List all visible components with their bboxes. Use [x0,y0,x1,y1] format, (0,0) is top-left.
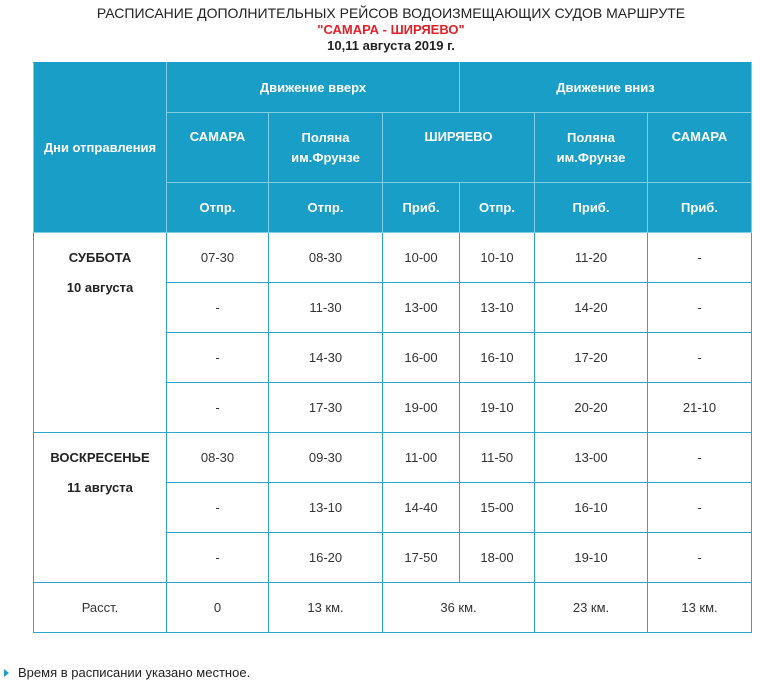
time-cell: 14-30 [269,333,383,383]
distance-cell: 13 км. [648,583,752,633]
schedule-dates: 10,11 августа 2019 г. [327,38,455,53]
time-cell: 16-10 [460,333,535,383]
header-otpr: Отпр. [460,183,535,233]
time-cell: 19-00 [383,383,460,433]
distance-cell: 13 км. [269,583,383,633]
header-stop-polyana-down: Поляна им.Фрунзе [535,113,648,183]
time-cell: - [648,283,752,333]
header-stop-shiryaevo: ШИРЯЕВО [383,113,535,183]
time-cell: 19-10 [535,533,648,583]
time-cell: - [167,533,269,583]
distance-cell: 23 км. [535,583,648,633]
day-date: 11 августа [67,480,133,495]
day-sunday [34,433,167,583]
time-cell: - [648,533,752,583]
time-cell: 08-30 [167,433,269,483]
time-cell: 14-40 [383,483,460,533]
day-name: СУББОТА [68,250,132,265]
time-cell: 07-30 [167,233,269,283]
route-name: "САМАРА - ШИРЯЕВО" [317,22,465,37]
time-cell: 13-00 [535,433,648,483]
header-stop-polyana-up: Поляна им.Фрунзе [269,113,383,183]
time-cell: - [648,233,752,283]
schedule-table [33,62,752,633]
time-cell: 17-20 [535,333,648,383]
time-cell: 10-10 [460,233,535,283]
time-cell: - [167,383,269,433]
time-cell: - [167,483,269,533]
header-otpr: Отпр. [167,183,269,233]
time-cell: 11-50 [460,433,535,483]
header-prib: Приб. [383,183,460,233]
time-cell: 13-10 [460,283,535,333]
time-cell: 17-30 [269,383,383,433]
time-cell: 11-20 [535,233,648,283]
time-cell: 15-00 [460,483,535,533]
table-row [34,233,752,283]
header-prib: Приб. [648,183,752,233]
time-cell: - [648,333,752,383]
note-text: Время в расписании указано местное. [18,665,251,680]
distance-row [34,583,752,633]
time-cell: 11-00 [383,433,460,483]
schedule-heading [0,4,760,54]
header-upstream: Движение вверх [167,63,460,113]
time-cell: - [167,333,269,383]
time-cell: 16-00 [383,333,460,383]
table-row [34,433,752,483]
time-cell: 21-10 [648,383,752,433]
time-cell: 08-30 [269,233,383,283]
bullet-arrow-icon [4,669,9,677]
time-cell: 10-00 [383,233,460,283]
header-prib: Приб. [535,183,648,233]
header-departure-days: Дни отправления [34,63,167,233]
header-stop-samara-down: САМАРА [648,113,752,183]
time-cell: 18-00 [460,533,535,583]
time-cell: 09-30 [269,433,383,483]
time-cell: - [648,483,752,533]
time-cell: - [648,433,752,483]
time-cell: 17-50 [383,533,460,583]
time-cell: 13-10 [269,483,383,533]
distance-label: Расст. [34,583,167,633]
time-cell: 16-10 [535,483,648,533]
time-cell: 11-30 [269,283,383,333]
schedule-title: РАСПИСАНИЕ ДОПОЛНИТЕЛЬНЫХ РЕЙСОВ ВОДОИЗМЕЩАЮЩИХ СУДОВ МАРШРУТЕ [96,5,686,21]
day-name: ВОСКРЕСЕНЬЕ [50,450,150,465]
local-time-note [4,665,250,680]
header-otpr: Отпр. [269,183,383,233]
distance-cell: 36 км. [383,583,535,633]
time-cell: 20-20 [535,383,648,433]
day-date: 10 августа [66,280,134,295]
time-cell: 16-20 [269,533,383,583]
header-stop-samara-up: САМАРА [167,113,269,183]
header-downstream: Движение вниз [460,63,752,113]
day-saturday [34,233,167,433]
time-cell: 14-20 [535,283,648,333]
distance-cell: 0 [167,583,269,633]
time-cell: 19-10 [460,383,535,433]
time-cell: 13-00 [383,283,460,333]
time-cell: - [167,283,269,333]
